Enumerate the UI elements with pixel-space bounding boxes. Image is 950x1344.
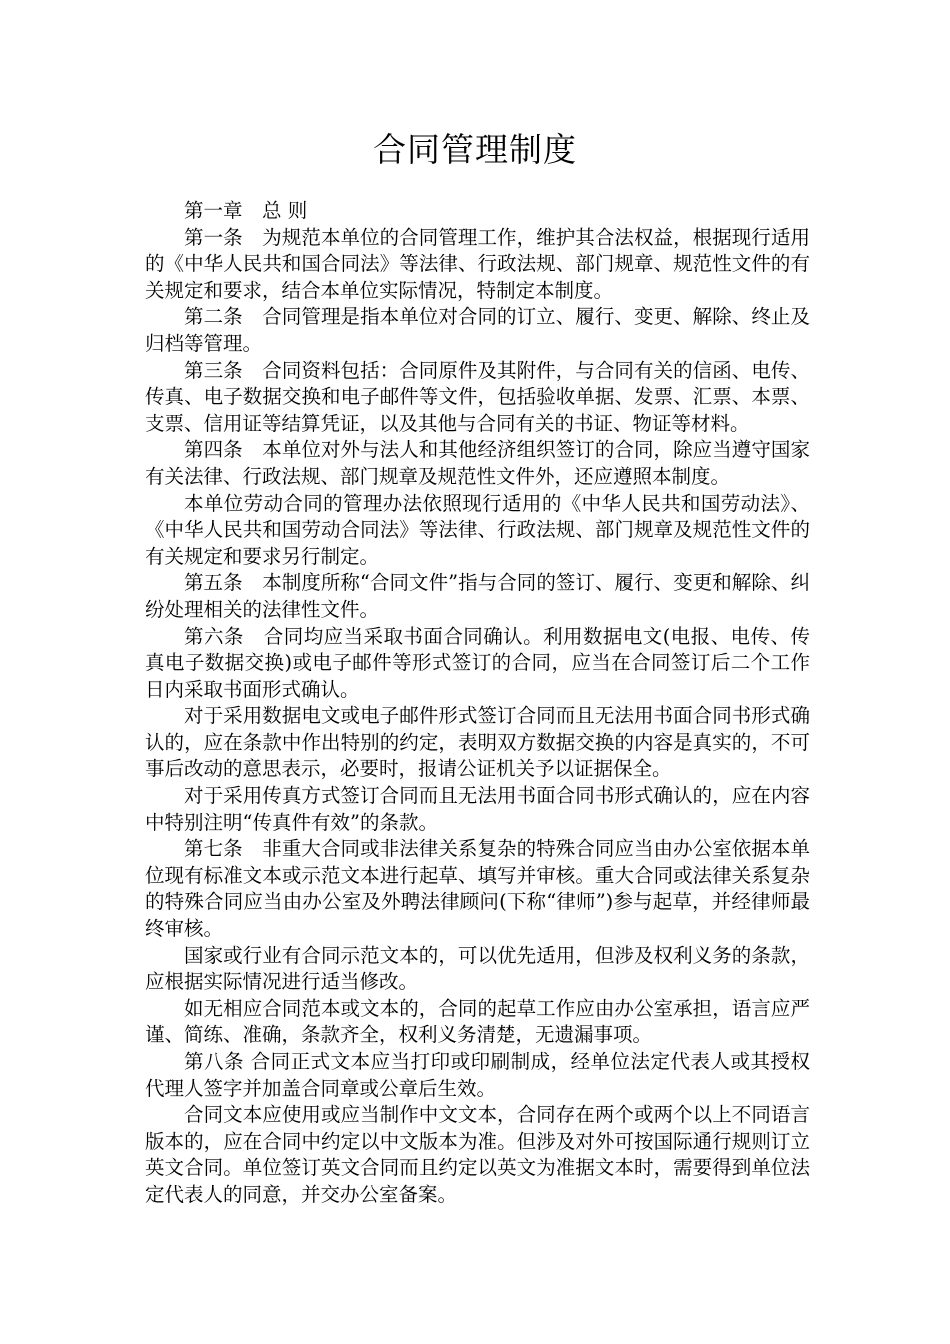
paragraph-article-8: 第八条 合同正式文本应当打印或印刷制成，经单位法定代表人或其授权代理人签字并加盖合同章或公章后生效。 [145,1050,810,1100]
paragraph-article-3: 第三条 合同资料包括：合同原件及其附件，与合同有关的信函、电传、传真、电子数据交换和电子邮件等文件，包括验收单据、发票、汇票、本票、支票、信用证等结算凭证，以及其他与合同有关的书证、物证等材料。 [145,358,810,435]
paragraph-article-5: 第五条 本制度所称“合同文件”指与合同的签订、履行、变更和解除、纠纷处理相关的法律性文件。 [145,571,810,621]
document-title: 合同管理制度 [373,130,577,169]
paragraph-article-2: 第二条 合同管理是指本单位对合同的订立、履行、变更、解除、终止及归档等管理。 [145,305,810,355]
paragraph-article-7: 第七条 非重大合同或非法律关系复杂的特殊合同应当由办公室依据本单位现有标准文本或示范文本进行起草、填写并审核。重大合同或法律关系复杂的特殊合同应当由办公室及外聘法律顾问(下称“律师”)参与起草，并经律师最终审核。 [145,837,810,941]
paragraph-article-1: 第一条 为规范本单位的合同管理工作，维护其合法权益，根据现行适用的《中华人民共和国合同法》等法律、行政法规、部门规章、规范性文件的有关规定和要求，结合本单位实际情况，特制定本制度。 [145,225,810,302]
paragraph-article-4: 第四条 本单位对外与法人和其他经济组织签订的合同，除应当遵守国家有关法律、行政法规、部门规章及规范性文件外，还应遵照本制度。 [145,438,810,488]
paragraph-electronic-contract: 对于采用数据电文或电子邮件形式签订合同而且无法用书面合同书形式确认的，应在条款中作出特别的约定，表明双方数据交换的内容是真实的，不可事后改动的意思表示，必要时，报请公证机关予以证据保全。 [145,704,810,781]
paragraph-language-version: 合同文本应使用或应当制作中文文本，合同存在两个或两个以上不同语言版本的，应在合同中约定以中文版本为准。但涉及对外可按国际通行规则订立英文合同。单位签订英文合同而且约定以英文为准据文本时，需要得到单位法定代表人的同意，并交办公室备案。 [145,1103,810,1206]
document-body [145,198,810,1209]
paragraph-drafting: 如无相应合同范本或文本的，合同的起草工作应由办公室承担，语言应严谨、简练、准确，条款齐全，权利义务清楚，无遗漏事项。 [145,996,810,1047]
paragraph-model-text: 国家或行业有合同示范文本的，可以优先适用，但涉及权利义务的条款，应根据实际情况进行适当修改。 [145,943,810,994]
paragraph-article-6: 第六条 合同均应当采取书面合同确认。利用数据电文(电报、电传、传真电子数据交换)或电子邮件等形式签订的合同，应当在合同签订后二个工作日内采取书面形式确认。 [145,624,810,701]
paragraph-fax-contract: 对于采用传真方式签订合同而且无法用书面合同书形式确认的，应在内容中特别注明“传真件有效”的条款。 [145,784,810,834]
paragraph-labor-contract: 本单位劳动合同的管理办法依照现行适用的《中华人民共和国劳动法》、《中华人民共和国劳动合同法》等法律、行政法规、部门规章及规范性文件的有关规定和要求另行制定。 [145,491,810,568]
chapter-heading: 第一章 总 则 [184,199,308,222]
